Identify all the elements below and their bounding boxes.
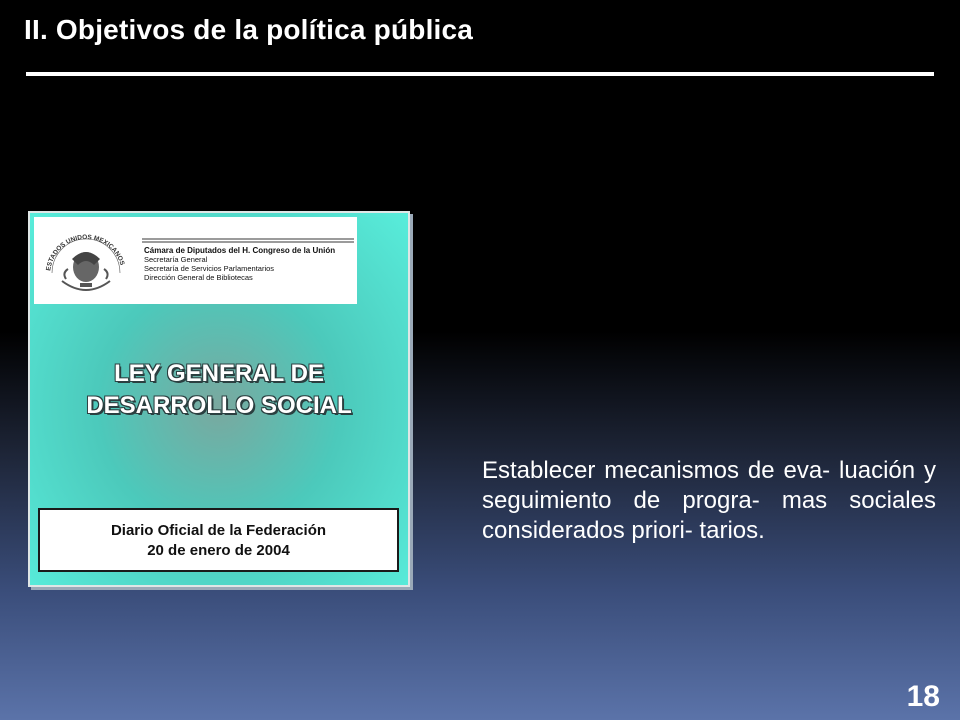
law-title	[30, 358, 408, 422]
law-cover-image	[28, 211, 410, 587]
objective-text: Establecer mecanismos de eva- luación y seguimiento de progra- mas sociales considerados priori- tarios.	[482, 457, 936, 544]
cover-header-card	[34, 217, 357, 304]
publication-date: 20 de enero de 2004	[147, 542, 290, 559]
law-title-line-2: DESARROLLO SOCIAL	[86, 392, 352, 419]
header-rule-top	[142, 238, 354, 240]
slide-title: II. Objetivos de la política pública	[24, 14, 474, 45]
publication-name: Diario Oficial de la Federación	[110, 522, 327, 539]
header-line-chamber: Cámara de Diputados del H. Congreso de la Unión	[144, 246, 336, 255]
law-title-line-1: LEY GENERAL DE	[114, 360, 324, 387]
publication-box	[38, 508, 399, 572]
cover-header-text	[144, 246, 335, 282]
mexican-coat-of-arms-seal-icon	[42, 221, 130, 301]
header-line-secretaria: Secretaría General	[144, 255, 208, 264]
header-line-servicios: Secretaría de Servicios Parlamentarios	[144, 264, 275, 273]
title-divider	[26, 72, 934, 76]
header-rule-bottom	[142, 241, 354, 243]
page-number: 18	[906, 680, 940, 713]
svg-text:ESTADOS UNIDOS MEXICANOS: ESTADOS UNIDOS MEXICANOS	[45, 233, 126, 272]
header-line-biblioteca: Dirección General de Bibliotecas	[144, 273, 253, 282]
